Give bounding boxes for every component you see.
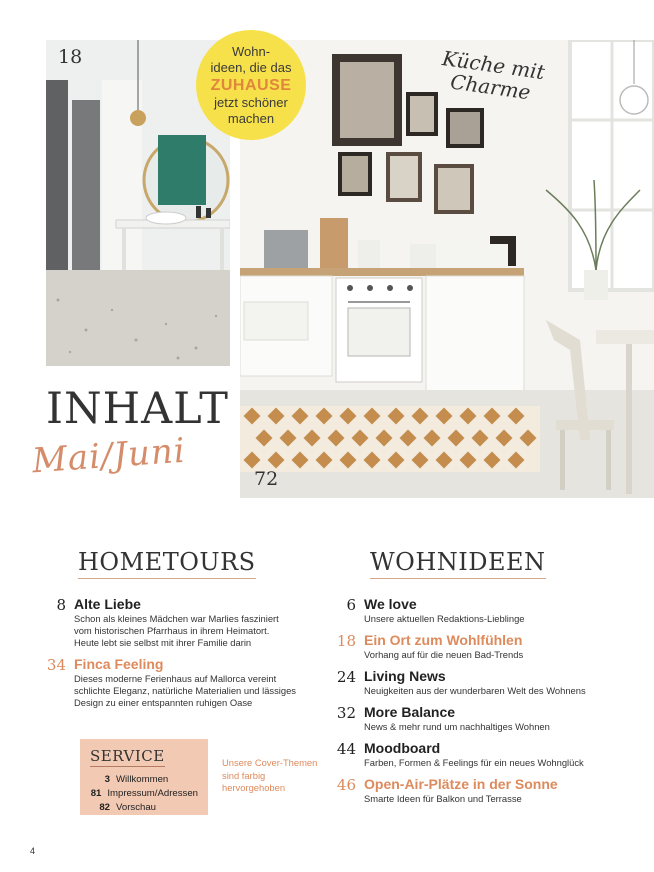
toc-title: Ein Ort zum Wohlfühlen	[364, 632, 523, 648]
toc-description: Schon als kleines Mädchen war Marlies fasziniert	[74, 613, 279, 624]
toc-entry-highlighted[interactable]	[34, 656, 334, 720]
toc-entry[interactable]	[324, 668, 644, 700]
service-item[interactable]	[90, 787, 198, 800]
service-page-number: 82	[99, 802, 110, 813]
toc-description: Heute lebt sie selbst mit ihrer Familie darin	[74, 637, 252, 648]
toc-entry[interactable]	[34, 596, 334, 660]
page-title: INHALT	[46, 384, 229, 434]
toc-entry[interactable]	[324, 596, 644, 628]
section-heading-wohnideen: WOHNIDEEN	[370, 548, 546, 579]
toc-description: Design zu einer entspannten ruhigen Oase	[74, 697, 253, 708]
service-label: Vorschau	[116, 802, 157, 813]
toc-description: Dieses moderne Ferienhaus auf Mallorca vereint	[74, 673, 277, 684]
toc-title: Moodboard	[364, 740, 441, 756]
service-item[interactable]	[90, 773, 198, 786]
section-heading-hometours: HOMETOURS	[78, 548, 256, 579]
toc-page-number: 8	[56, 596, 66, 614]
badge-line: machen	[227, 110, 275, 126]
toc-description: Unsere aktuellen Redaktions-Lieblinge	[364, 613, 525, 624]
toc-entry[interactable]	[324, 740, 644, 772]
toc-entry-highlighted[interactable]	[324, 776, 644, 808]
service-page-number: 81	[90, 788, 102, 799]
toc-page-number: 24	[336, 668, 356, 686]
photo-page-number: 18	[58, 46, 83, 68]
badge-line: Wohn-	[231, 43, 271, 59]
toc-title: Alte Liebe	[74, 596, 141, 612]
toc-page-number: 32	[336, 704, 356, 722]
toc-title: More Balance	[364, 704, 456, 720]
toc-description: Vorhang auf für die neuen Bad-Trends	[364, 649, 524, 660]
toc-title: Living News	[364, 668, 446, 684]
service-box	[80, 739, 208, 815]
toc-description: News & mehr rund um nachhaltiges Wohnen	[364, 721, 550, 732]
toc-title: We love	[364, 596, 417, 612]
toc-page-number: 6	[346, 596, 356, 614]
toc-entry-highlighted[interactable]	[324, 632, 644, 664]
toc-description: Smarte Ideen für Balkon und Terrasse	[364, 793, 522, 804]
photo-page-number: 72	[254, 468, 279, 490]
kitchen-photo	[240, 40, 654, 498]
toc-page-number: 34	[46, 656, 66, 674]
service-label: Impressum/Adressen	[107, 788, 198, 799]
cover-note: Unsere Cover-Themen sind farbig hervorgehoben	[222, 757, 318, 793]
issue-script: Mai/Juni	[30, 430, 187, 482]
service-page-number: 3	[104, 774, 110, 785]
badge-accent: ZUHAUSE	[210, 76, 292, 94]
cover-badge	[196, 30, 306, 140]
badge-line: jetzt schöner	[214, 94, 288, 110]
kitchen-illustration	[240, 40, 654, 498]
badge-line: ideen, die das	[210, 59, 292, 75]
toc-title: Finca Feeling	[74, 656, 164, 672]
toc-entry[interactable]	[324, 704, 644, 736]
toc-page-number: 18	[336, 632, 356, 650]
toc-description: Farben, Formen & Feelings für ein neues Wohnglück	[364, 757, 584, 768]
toc-description: vom historischen Pfarrhaus in ihrem Heimatort.	[74, 625, 270, 636]
rug-pattern	[240, 406, 540, 472]
toc-page-number: 44	[336, 740, 356, 758]
toc-title: Open-Air-Plätze in der Sonne	[364, 776, 558, 792]
service-heading: SERVICE	[90, 747, 165, 765]
toc-description: schlichte Eleganz, natürliche Materialien und lässiges	[74, 685, 296, 696]
toc-description: Neuigkeiten aus der wunderbaren Welt des Wohnens	[364, 685, 586, 696]
service-label: Willkommen	[116, 774, 169, 785]
toc-page-number: 46	[336, 776, 356, 794]
photo-caption: Küche mit Charme	[440, 46, 547, 105]
folio-page-number: 4	[30, 846, 36, 856]
service-item[interactable]	[90, 801, 198, 814]
